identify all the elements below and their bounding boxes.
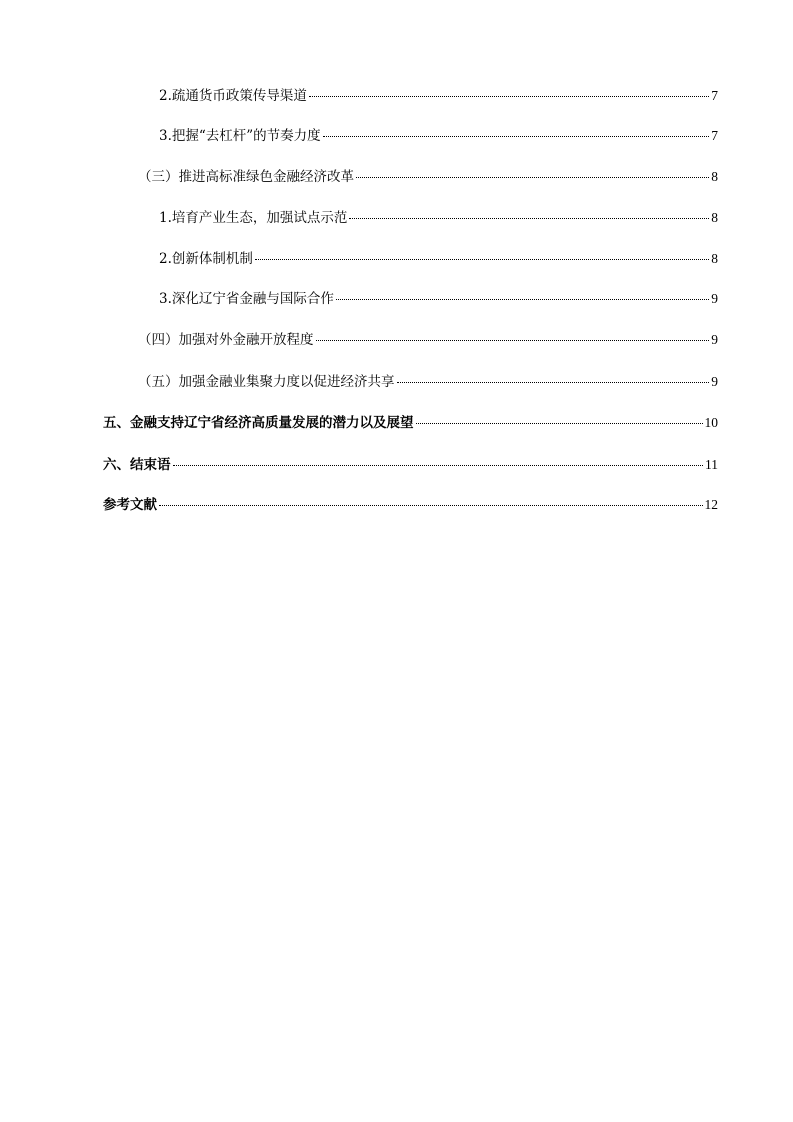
toc-entry-green-finance-reform[interactable]: [138, 168, 718, 186]
toc-dot-leader: [397, 382, 710, 383]
toc-dot-leader: [349, 218, 709, 219]
toc-entry-label: 六、结束语: [103, 457, 171, 473]
toc-entry-label: （三）推进高标准绿色金融经济改革: [138, 169, 354, 185]
toc-entry-chapter-six[interactable]: [103, 456, 718, 474]
toc-page-number: 9: [711, 374, 718, 389]
toc-entry-international-cooperation[interactable]: [159, 290, 718, 308]
toc-entry-label: （五）加强金融业集聚力度以促进经济共享: [138, 374, 395, 390]
toc-entry-label: 2.创新体制机制: [159, 251, 253, 267]
toc-entry-label: 3.把握“去杠杆”的节奏力度: [159, 128, 321, 144]
toc-entry-chapter-five[interactable]: [103, 414, 718, 432]
toc-entry-monetary-policy-transmission[interactable]: [159, 87, 718, 105]
toc-page-number: 11: [705, 457, 718, 472]
toc-dot-leader: [416, 423, 703, 424]
toc-page-number: 8: [711, 210, 718, 225]
toc-entry-industry-ecosystem[interactable]: [159, 209, 718, 227]
toc-page-number: 9: [711, 332, 718, 347]
toc-entry-deleveraging-pace[interactable]: [159, 127, 718, 145]
toc-dot-leader: [356, 177, 709, 178]
toc-dot-leader: [159, 505, 703, 506]
toc-page-number: 7: [711, 88, 718, 103]
toc-page-number: 12: [704, 497, 718, 512]
toc-page-number: 7: [711, 128, 718, 143]
toc-entry-label: （四）加强对外金融开放程度: [138, 332, 314, 348]
toc-page-number: 10: [704, 415, 718, 430]
toc-dot-leader: [316, 340, 710, 341]
toc-entry-label: 2.疏通货币政策传导渠道: [159, 88, 307, 104]
toc-entry-references[interactable]: [103, 496, 718, 514]
toc-dot-leader: [255, 259, 709, 260]
toc-dot-leader: [173, 465, 704, 466]
toc-entry-label: 参考文献: [103, 497, 157, 513]
toc-dot-leader: [336, 299, 709, 300]
toc-page-number: 8: [711, 251, 718, 266]
toc-entry-financial-opening[interactable]: [138, 331, 718, 349]
toc-page-number: 8: [711, 169, 718, 184]
toc-entry-financial-agglomeration[interactable]: [138, 373, 718, 391]
toc-entry-label: 五、金融支持辽宁省经济高质量发展的潜力以及展望: [103, 415, 414, 431]
toc-entry-label: 3.深化辽宁省金融与国际合作: [159, 291, 334, 307]
toc-entry-label: 1.培育产业生态，加强试点示范: [159, 210, 348, 226]
toc-dot-leader: [323, 136, 710, 137]
toc-dot-leader: [309, 96, 709, 97]
toc-entry-institutional-innovation[interactable]: [159, 250, 718, 268]
toc-page-number: 9: [711, 291, 718, 306]
